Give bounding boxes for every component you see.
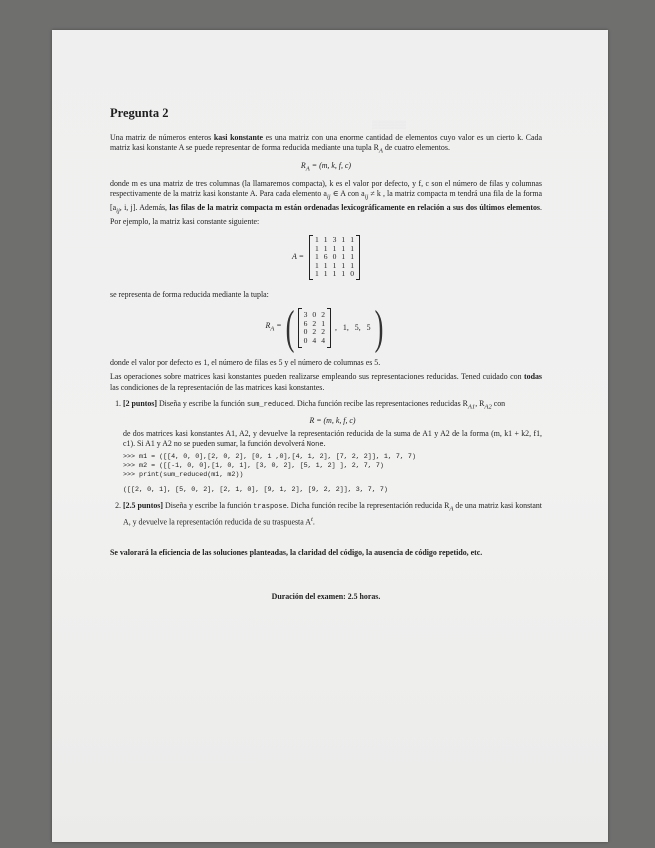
matrix-a (313, 235, 356, 280)
matrix-cell: 1 (341, 234, 346, 244)
matrix-r-label: R (265, 321, 271, 331)
matrix-cell: 0 (303, 327, 308, 337)
matrix-cell: 1 (341, 260, 346, 270)
tuple-rest: , 1, 5, 5 (335, 323, 371, 332)
matrix-cell: 2 (321, 327, 326, 337)
matrix-cell: 1 (323, 269, 328, 279)
matrix-cell: 1 (350, 243, 354, 253)
matrix-cell: 2 (312, 327, 317, 337)
operations-text: Las operaciones sobre matrices kasi konstantes pueden realizarse empleando sus representaciones reducidas. Tened cuidado con todas las condiciones de la representación de las matrices kasi konstantes. (110, 372, 542, 392)
matrix-a-label: A = (292, 252, 304, 262)
list-item-q2: 2. [2.5 puntos] Diseña y escribe la función traspose. Dicha función recibe la representación reducida $R_A$ de una matriz kasi konstant A, y devuelve la representación reducida de su traspuesta $A^t$. (123, 501, 542, 528)
q1-description: de dos matrices kasi konstantes A1, A2, y devuelve la representación reducida de la suma de A1 y A2 de la forma (m, k1 + k2, f1, c1). Si A1 y A2 no se pueden sumar, la función devolverá None. (123, 428, 542, 449)
matrix-cell: 1 (332, 243, 337, 253)
matrix-cell: 0 (303, 335, 308, 345)
matrix-cell: 1 (350, 252, 354, 262)
matrix-cell: 1 (315, 260, 319, 270)
matrix-cell: 4 (321, 335, 326, 345)
matrix-cell: 4 (312, 335, 317, 345)
matrix-cell: 1 (332, 260, 337, 270)
matrix-cell: 6 (303, 318, 308, 328)
matrix-cell: 1 (315, 252, 319, 262)
matrix-cell: 2 (312, 318, 317, 328)
matrix-cell: 1 (350, 234, 354, 244)
intro-paragraph: Una matriz de números enteros kasi konstante es una matriz con una enorme cantidad de elementos cuyo valor es un cierto k. Cada matriz kasi konstante A se puede representar de forma reducida mediante una tupla $R_A$ de cuatro elementos. (110, 133, 542, 155)
matrix-cell: 0 (332, 252, 337, 262)
paren-left: ( (285, 301, 295, 355)
bracket-right (356, 235, 360, 280)
exam-page (52, 30, 608, 842)
matrix-cell: 1 (341, 269, 346, 279)
matrix-cell: 1 (315, 269, 319, 279)
definition-paragraph: donde m es una matriz de tres columnas (la llamaremos compacta), k es el valor por defecto, y f, c son el número de filas y columnas respectivamente de la matriz kasi konstante A. Para cada elemento $a_{ij}$ ∈ A con $a_{ij} \ne k$ , la matriz compacta m tendrá una fila de la forma [$a_{ij}$, i, j]. Además, las filas de la matriz compacta m están ordenadas lexicográficamente en relación a sus dos últimos elementos. Por ejemplo, la matriz kasi constante siguiente: (110, 178, 542, 226)
matrix-cell: 1 (323, 234, 328, 244)
exam-duration: Duración del examen: 2.5 horas. (271, 591, 381, 601)
matrix-cell: 1 (350, 260, 354, 270)
represent-text: se representa de forma reducida mediante la tupla: (110, 289, 269, 299)
code-output: ([[2, 0, 1], [5, 0, 2], [2, 1, 0], [9, 1, 2], [9, 2, 2]], 3, 7, 7) (123, 486, 388, 495)
code-line: >>> m2 = ([[-1, 0, 0],[1, 0, 1], [3, 0, 2], [5, 1, 2] ], 2, 7, 7) (123, 462, 384, 471)
question-title: Pregunta 2 (110, 106, 169, 120)
list-item-q1: 1. [2 puntos] Diseña y escribe la función sum_reduced. Dicha función recibe las representaciones reducidas $R_{A1}$, $R_{A2}$ con R = (m, k, f, c) de dos matrices kasi konstantes A1, A2, y devuelve la representación reducida de la suma de A1 y A2 de la forma (m, k1 + k2, f1, c1). Si A1 y A2 no se pueden sumar, la función devolverá None. >>> m1 = ([[4, 0, 0],[2, 0, 2], [0, 1 ,0],[4, 1, 2], [7, 2, 2]], 1, 7, 7) >>> m2 = ([[-1, 0, 0],[1, 0, 1], [3, 0, 2], [5, 1, 2] ], 2, 7, 7) >>> print(sum_reduced(m1, m2)) ([[2, 0, 1], [5, 0, 2], [2, 1, 0], [9, 1, 2], [9, 2, 2]], 3, 7, 7) (123, 399, 542, 495)
page-content (110, 108, 542, 606)
tuple-formula: $R_A = (m$, k, f, c) (300, 161, 352, 173)
matrix-cell: 1 (341, 252, 346, 262)
matrix-cell: 1 (315, 234, 319, 244)
matrix-cell: 3 (303, 309, 308, 319)
matrix-cell: 2 (321, 309, 326, 319)
matrix-a-block (110, 235, 542, 280)
matrix-compact (302, 310, 327, 346)
matrix-cell: 1 (321, 318, 326, 328)
question-list (110, 399, 542, 528)
bracket-right (327, 308, 331, 348)
matrix-cell: 1 (341, 243, 346, 253)
paren-right: ) (374, 301, 383, 355)
code-line: >>> print(sum_reduced(m1, m2)) (123, 471, 244, 480)
q1-formula: R = (m, k, f, c) (309, 415, 356, 425)
show-through: ▒▒▒▒▒▒ (372, 120, 407, 129)
matrix-cell: 3 (332, 234, 337, 244)
after-text: donde el valor por defecto es 1, el número de filas es 5 y el número de columnas es 5. (110, 358, 381, 368)
matrix-r-block: $R_A$ = ( 3 0 2 6 2 1 0 2 2 0 4 4 , 1, 5, 5 ) (265, 301, 383, 355)
matrix-cell: 6 (323, 252, 328, 262)
matrix-cell: 0 (350, 269, 354, 279)
evaluation-note: Se valorará la eficiencia de las soluciones planteadas, la claridad del código, la ausencia de código repetido, etc. (110, 547, 483, 557)
matrix-cell: 1 (315, 243, 319, 253)
matrix-cell: 1 (323, 243, 328, 253)
code-line: >>> m1 = ([[4, 0, 0],[2, 0, 2], [0, 1 ,0],[4, 1, 2], [7, 2, 2]], 1, 7, 7) (123, 453, 416, 462)
matrix-cell: 1 (332, 269, 337, 279)
matrix-cell: 1 (323, 260, 328, 270)
matrix-cell: 0 (312, 309, 317, 319)
